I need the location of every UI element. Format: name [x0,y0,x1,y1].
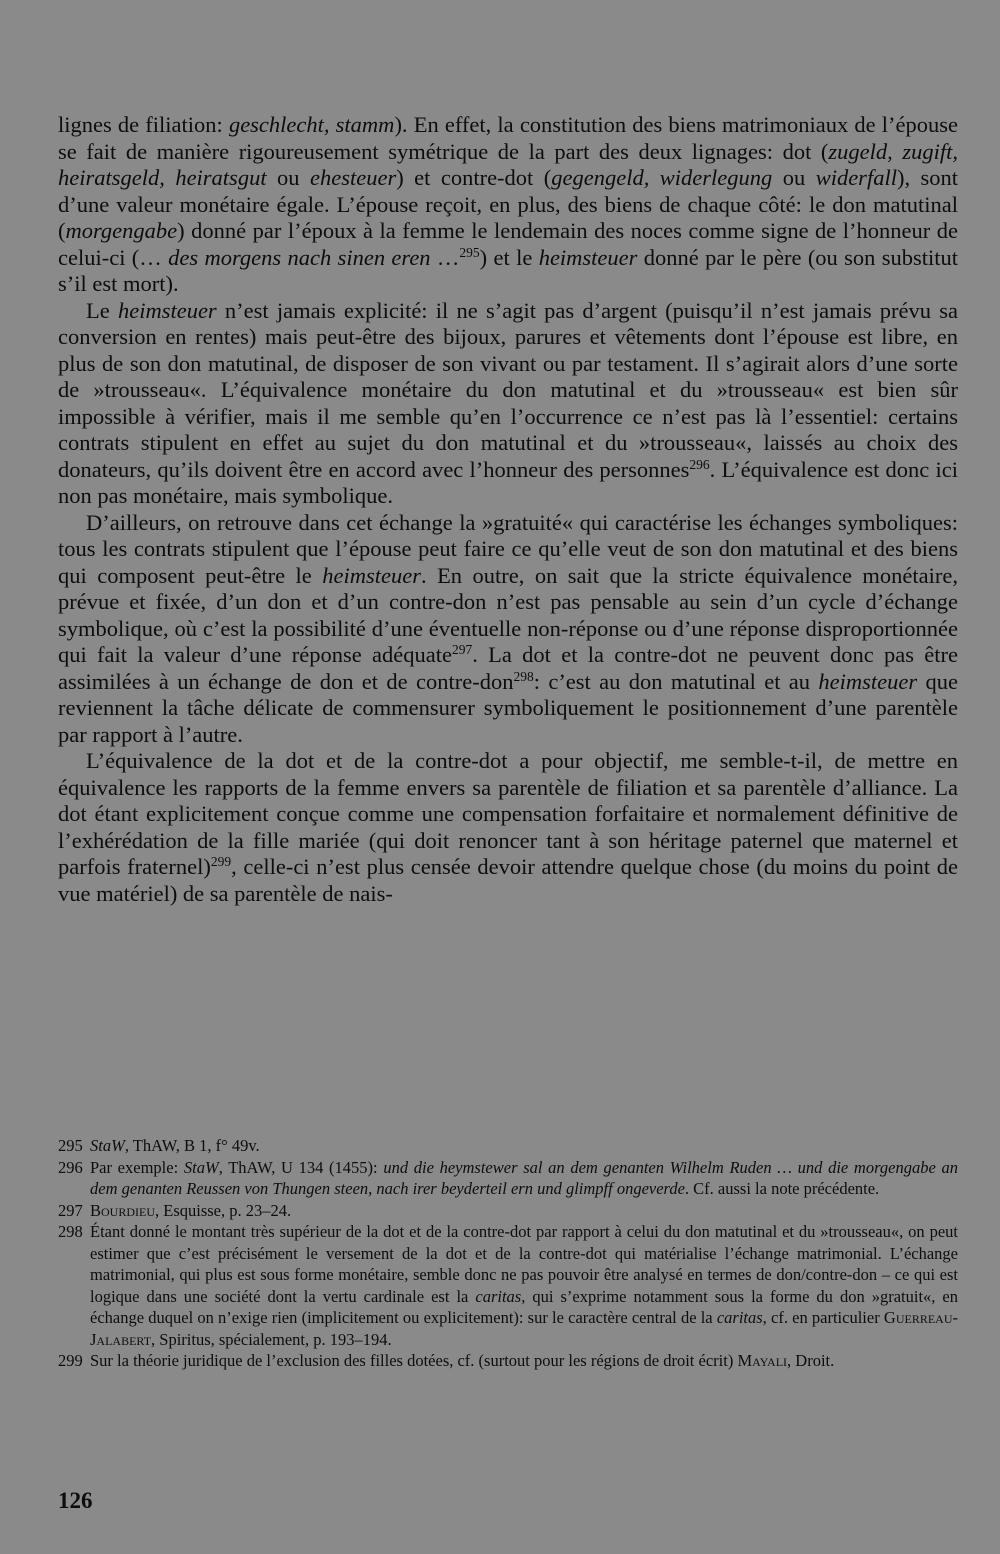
footnote-reference: 295 [459,244,480,260]
paragraph [58,112,958,298]
italic-text: heimsteuer [538,244,638,270]
italic-text: gegengeld, widerlegung [551,165,773,190]
footnote-number: 296 [58,1157,83,1177]
text-run: ou [266,165,310,190]
page-number: 126 [58,1488,93,1513]
text-run: ou [772,165,816,190]
author-name: Bourdieu [90,1200,155,1220]
text-run: . En outre, on sait que la stricte équivalence monétaire, prévue et fixée, d’un don et d’un contre-don n’est pas pensable au sein d’un cycle d’échange symbolique, où c’est la possibilité d’une éventuelle non-réponse ou d’une réponse disproportionnée qui fait la valeur d’une réponse adéquate [58,562,959,667]
italic-text: heimsteuer [117,297,217,323]
paragraph [58,510,958,749]
footnote-text [90,1350,958,1372]
text-run: L’équivalence de la dot et de la contre-dot a pour objectif, me semble-t-il, de mettre en équivalence les rapports de la femme envers sa parentèle de filiation et sa parentèle d’alliance. La dot étant explicitement conçue comme une compensation forfaitaire et normalement définitive de l’exhérédation de la fille mariée (qui doit renoncer tant à son héritage paternel que maternel et parfois fraternel) [58,748,958,879]
italic-text: caritas [475,1286,522,1306]
footnote [58,1157,958,1200]
text-run: , Spiritus, spécialement, p. 193–194. [151,1329,392,1349]
footnote-number: 298 [58,1222,83,1241]
text-run: Étant donné le montant très supérieur de la dot et de la contre-dot par rapport à celui du don matutinal et du »trousseau«, on peut estimer que c’est précisément le versement de la dot et de la contre-dot qui matérialise l’échange matrimonial. L’échange matrimonial, qui plus est sous forme monétaire, semble donc ne pas pouvoir être analysé en termes de don/contre-don – ce qui est logique dans une société dont la vertu cardinale est la [90,1222,958,1306]
italic-text: des morgens nach sinen eren [168,244,431,270]
text-run: Le [86,297,118,323]
text-run: ) donné par l’époux à la femme le lendemain des noces comme signe de l’honneur de celui-ci (… [58,218,958,270]
footnote-reference: 296 [689,456,710,472]
italic-text: morgengabe [65,218,178,243]
italic-text: zugeld, zugift, heiratsgeld, heiratsgut [58,138,958,190]
italic-text: heimsteuer [818,668,918,694]
footnote-text [90,1135,958,1157]
italic-text: und die heymstewer sal an dem genanten Wilhelm Ruden … und die morgengabe an dem genanten Reussen von Thungen steen, nach irer beyderteil ern und glimpff ongeverde [90,1157,958,1198]
italic-text: StaW [90,1136,125,1155]
text-run: … [430,244,460,270]
text-run: , Droit. [787,1351,835,1370]
text-run: ) et contre-dot ( [396,165,552,190]
footnote-reference: 297 [452,641,473,657]
footnote-number: 299 [58,1351,83,1370]
main-text [58,112,958,907]
author-name: Guerreau-Jalabert [90,1308,958,1349]
footnote [58,1200,958,1222]
italic-text: ehesteuer [309,165,397,190]
footnote-reference: 299 [210,853,232,869]
text-run: donné par le père (ou son substitut s’il est mort). [58,244,959,296]
text-run: , ThAW, B 1, f° 49v. [124,1136,260,1155]
italic-text: widerfall [815,165,897,190]
italic-text: StaW [183,1157,219,1177]
footnote [58,1135,958,1157]
footnote-text [90,1200,958,1222]
italic-text: geschlecht, stamm [228,112,395,137]
text-run: Par exemple: [90,1157,184,1177]
footnote-reference: 298 [513,668,534,684]
text-run: D’ailleurs, on retrouve dans cet échange la »gratuité« qui caractérise les échanges symboliques: tous les contrats stipulent que l’épouse peut faire ce qu’elle veut de son don matutinal et des biens qui composent peut-être le [58,509,958,588]
text-run: Sur la théorie juridique de l’exclusion des filles dotées, cf. (surtout pour les régions de droit écrit) [90,1351,738,1370]
author-name: Mayali [737,1351,788,1370]
footnote-text [90,1221,958,1350]
text-run: que reviennent la tâche délicate de commensurer symboliquement le positionnement d’une parentèle par rapport à l’autre. [58,668,958,747]
footnote [58,1350,958,1372]
text-run: : c’est au don matutinal et au [533,668,819,694]
italic-text: heimsteuer [322,562,421,588]
footnote-number: 297 [58,1200,83,1220]
paragraph [58,298,958,510]
footnote-text [90,1157,958,1200]
text-run: ), sont d’une valeur monétaire égale. L’épouse reçoit, en plus, des biens de chaque côté: le don matutinal ( [58,165,959,243]
text-run: , Esquisse, p. 23–24. [155,1200,292,1220]
paragraph [58,748,958,907]
text-run: n’est jamais explicité: il ne s’agit pas d’argent (puisqu’il n’est jamais prévu sa conversion en rentes) mais peut-être des bijoux, parures et vêtements dont l’épouse est libre, en plus de son don matutinal, de disposer de son vivant ou par testament. Il s’agirait alors d’une sorte de »trousseau«. L’équivalence monétaire du don matutinal et du »trousseau« est bien sûr impossible à vérifier, mais il me semble qu’en l’occurrence ce n’est pas là l’essentiel: certains contrats stipulent en effet au sujet du don matutinal et du »trousseau«, laissés au choix des donateurs, qu’ils doivent être en accord avec l’honneur des personnes [58,297,958,482]
footnote-number: 295 [58,1136,83,1155]
text-run: . L’équivalence est donc ici non pas monétaire, mais symbolique. [58,456,958,508]
footnotes [58,1135,958,1372]
text-run: . La dot et la contre-dot ne peuvent donc pas être assimilées à un échange de don et de contre-don [58,642,958,694]
text-run: , qui s’exprime notamment sous la forme du don »gratuit«, en échange duquel on n’exige rien (implicitement ou explicitement): sur le caractère central de la [90,1286,958,1327]
italic-text: caritas [716,1308,763,1327]
text-run: , celle-ci n’est plus censée devoir attendre quelque chose (du moins du point de vue matériel) de sa parentèle de nais- [58,854,958,906]
text-run: ) et le [479,244,539,270]
text-run: , ThAW, U 134 (1455): [218,1157,384,1177]
footnote [58,1221,958,1350]
text-run: . Cf. aussi la note précédente. [684,1179,880,1198]
text-run: ). En effet, la constitution des biens matrimoniaux de l’épouse se fait de manière rigoureusement symétrique de la part des deux lignages: dot ( [58,112,959,164]
text-run: , cf. en particulier [762,1308,884,1327]
text-run: lignes de filiation: [58,112,229,137]
